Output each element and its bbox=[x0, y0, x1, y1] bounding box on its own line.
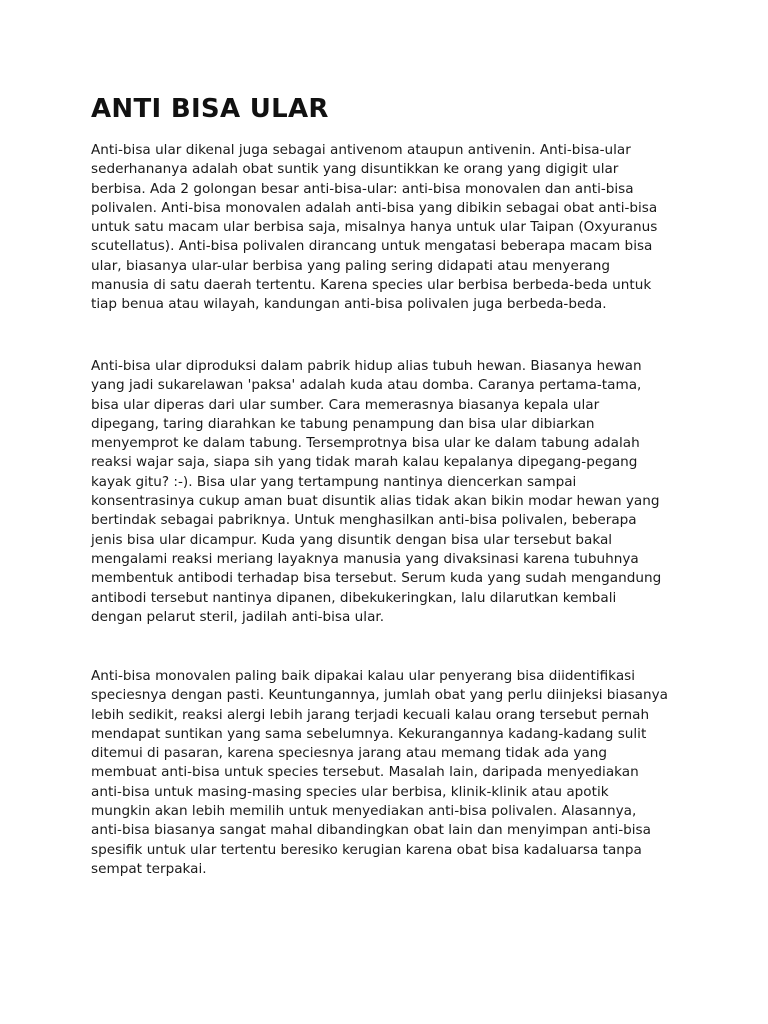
text-line: speciesnya dengan pasti. Keuntungannya, jumlah obat yang perlu diinjeksi biasanya bbox=[91, 687, 668, 704]
text-line: membentuk antibodi terhadap bisa tersebut. Serum kuda yang sudah mengandung bbox=[91, 570, 662, 587]
text-line: sederhananya adalah obat suntik yang disuntikkan ke orang yang digigit ular bbox=[91, 161, 619, 178]
text-line: dipegang, taring diarahkan ke tabung penampung dan bisa ular dibiarkan bbox=[91, 415, 595, 432]
text-line: menyemprot ke dalam tabung. Tersemprotnya bisa ular ke dalam tabung adalah bbox=[91, 435, 640, 452]
text-line: Anti-bisa ular dikenal juga sebagai antivenom ataupun antivenin. Anti-bisa-ular bbox=[91, 142, 631, 158]
text-line: tiap benua atau wilayah, kandungan anti-bisa polivalen juga berbeda-beda. bbox=[91, 296, 607, 313]
text-line: manusia di satu daerah tertentu. Karena species ular berbisa berbeda-beda untuk bbox=[91, 277, 652, 294]
text-line: membuat anti-bisa untuk species tersebut. Masalah lain, daripada menyediakan bbox=[91, 764, 639, 781]
text-line: jenis bisa ular dicampur. Kuda yang disuntik dengan bisa ular tersebut bakal bbox=[91, 531, 613, 548]
text-line: mengalami reaksi meriang layaknya manusia yang divaksinasi karena tubuhnya bbox=[91, 550, 639, 567]
text-line: berbisa. Ada 2 golongan besar anti-bisa-ular: anti-bisa monovalen dan anti-bisa bbox=[91, 180, 634, 197]
text-line: lebih sedikit, reaksi alergi lebih jarang terjadi kecuali kalau orang tersebut pernah bbox=[91, 706, 650, 723]
text-line: Anti-bisa monovalen paling baik dipakai kalau ular penyerang bisa diidentifikasi bbox=[91, 668, 636, 684]
text-line: dengan pelarut steril, jadilah anti-bisa ular. bbox=[91, 608, 385, 625]
text-line: spesifik untuk ular tertentu beresiko kerugian karena obat bisa kadaluarsa tanpa bbox=[91, 841, 642, 858]
text-line: Anti-bisa ular diproduksi dalam pabrik hidup alias tubuh hewan. Biasanya hewan bbox=[91, 358, 642, 374]
text-line: ditemui di pasaran, karena speciesnya jarang atau memang tidak ada yang bbox=[91, 745, 608, 762]
paragraph-1 bbox=[91, 141, 691, 315]
paragraph-2 bbox=[91, 357, 691, 627]
text-line: anti-bisa untuk masing-masing species ular berbisa, klinik-klinik atau apotik bbox=[91, 783, 609, 800]
text-line: reaksi wajar saja, siapa sih yang tidak marah kalau kepalanya dipegang-pegang bbox=[91, 454, 638, 471]
document-title: ANTI BISA ULAR bbox=[91, 94, 329, 124]
text-line: mungkin akan lebih memilih untuk menyediakan anti-bisa polivalen. Alasannya, bbox=[91, 803, 637, 820]
text-line: ular, biasanya ular-ular berbisa yang paling sering didapati atau menyerang bbox=[91, 257, 610, 274]
text-line: yang jadi sukarelawan 'paksa' adalah kuda atau domba. Caranya pertama-tama, bbox=[91, 377, 642, 394]
text-line: bertindak sebagai pabriknya. Untuk menghasilkan anti-bisa polivalen, beberapa bbox=[91, 512, 637, 529]
text-line: polivalen. Anti-bisa monovalen adalah anti-bisa yang dibikin sebagai obat anti-bisa bbox=[91, 199, 658, 216]
text-line: bisa ular diperas dari ular sumber. Cara memerasnya biasanya kepala ular bbox=[91, 396, 600, 413]
text-line: sempat terpakai. bbox=[91, 860, 207, 877]
text-line: untuk satu macam ular berbisa saja, misalnya hanya untuk ular Taipan (Oxyuranus bbox=[91, 219, 658, 236]
text-line: antibodi tersebut nantinya dipanen, dibekukeringkan, lalu dilarutkan kembali bbox=[91, 589, 617, 606]
text-line: kayak gitu? :-). Bisa ular yang tertampung nantinya diencerkan sampai bbox=[91, 473, 577, 490]
text-line: anti-bisa biasanya sangat mahal dibandingkan obat lain dan menyimpan anti-bisa bbox=[91, 822, 651, 839]
text-line: mendapat suntikan yang sama sebelumnya. Kekurangannya kadang-kadang sulit bbox=[91, 725, 647, 742]
text-line: scutellatus). Anti-bisa polivalen dirancang untuk mengatasi beberapa macam bisa bbox=[91, 238, 653, 255]
paragraph-3 bbox=[91, 667, 691, 879]
text-line: konsentrasinya cukup aman buat disuntik alias tidak akan bikin modar hewan yang bbox=[91, 493, 660, 510]
